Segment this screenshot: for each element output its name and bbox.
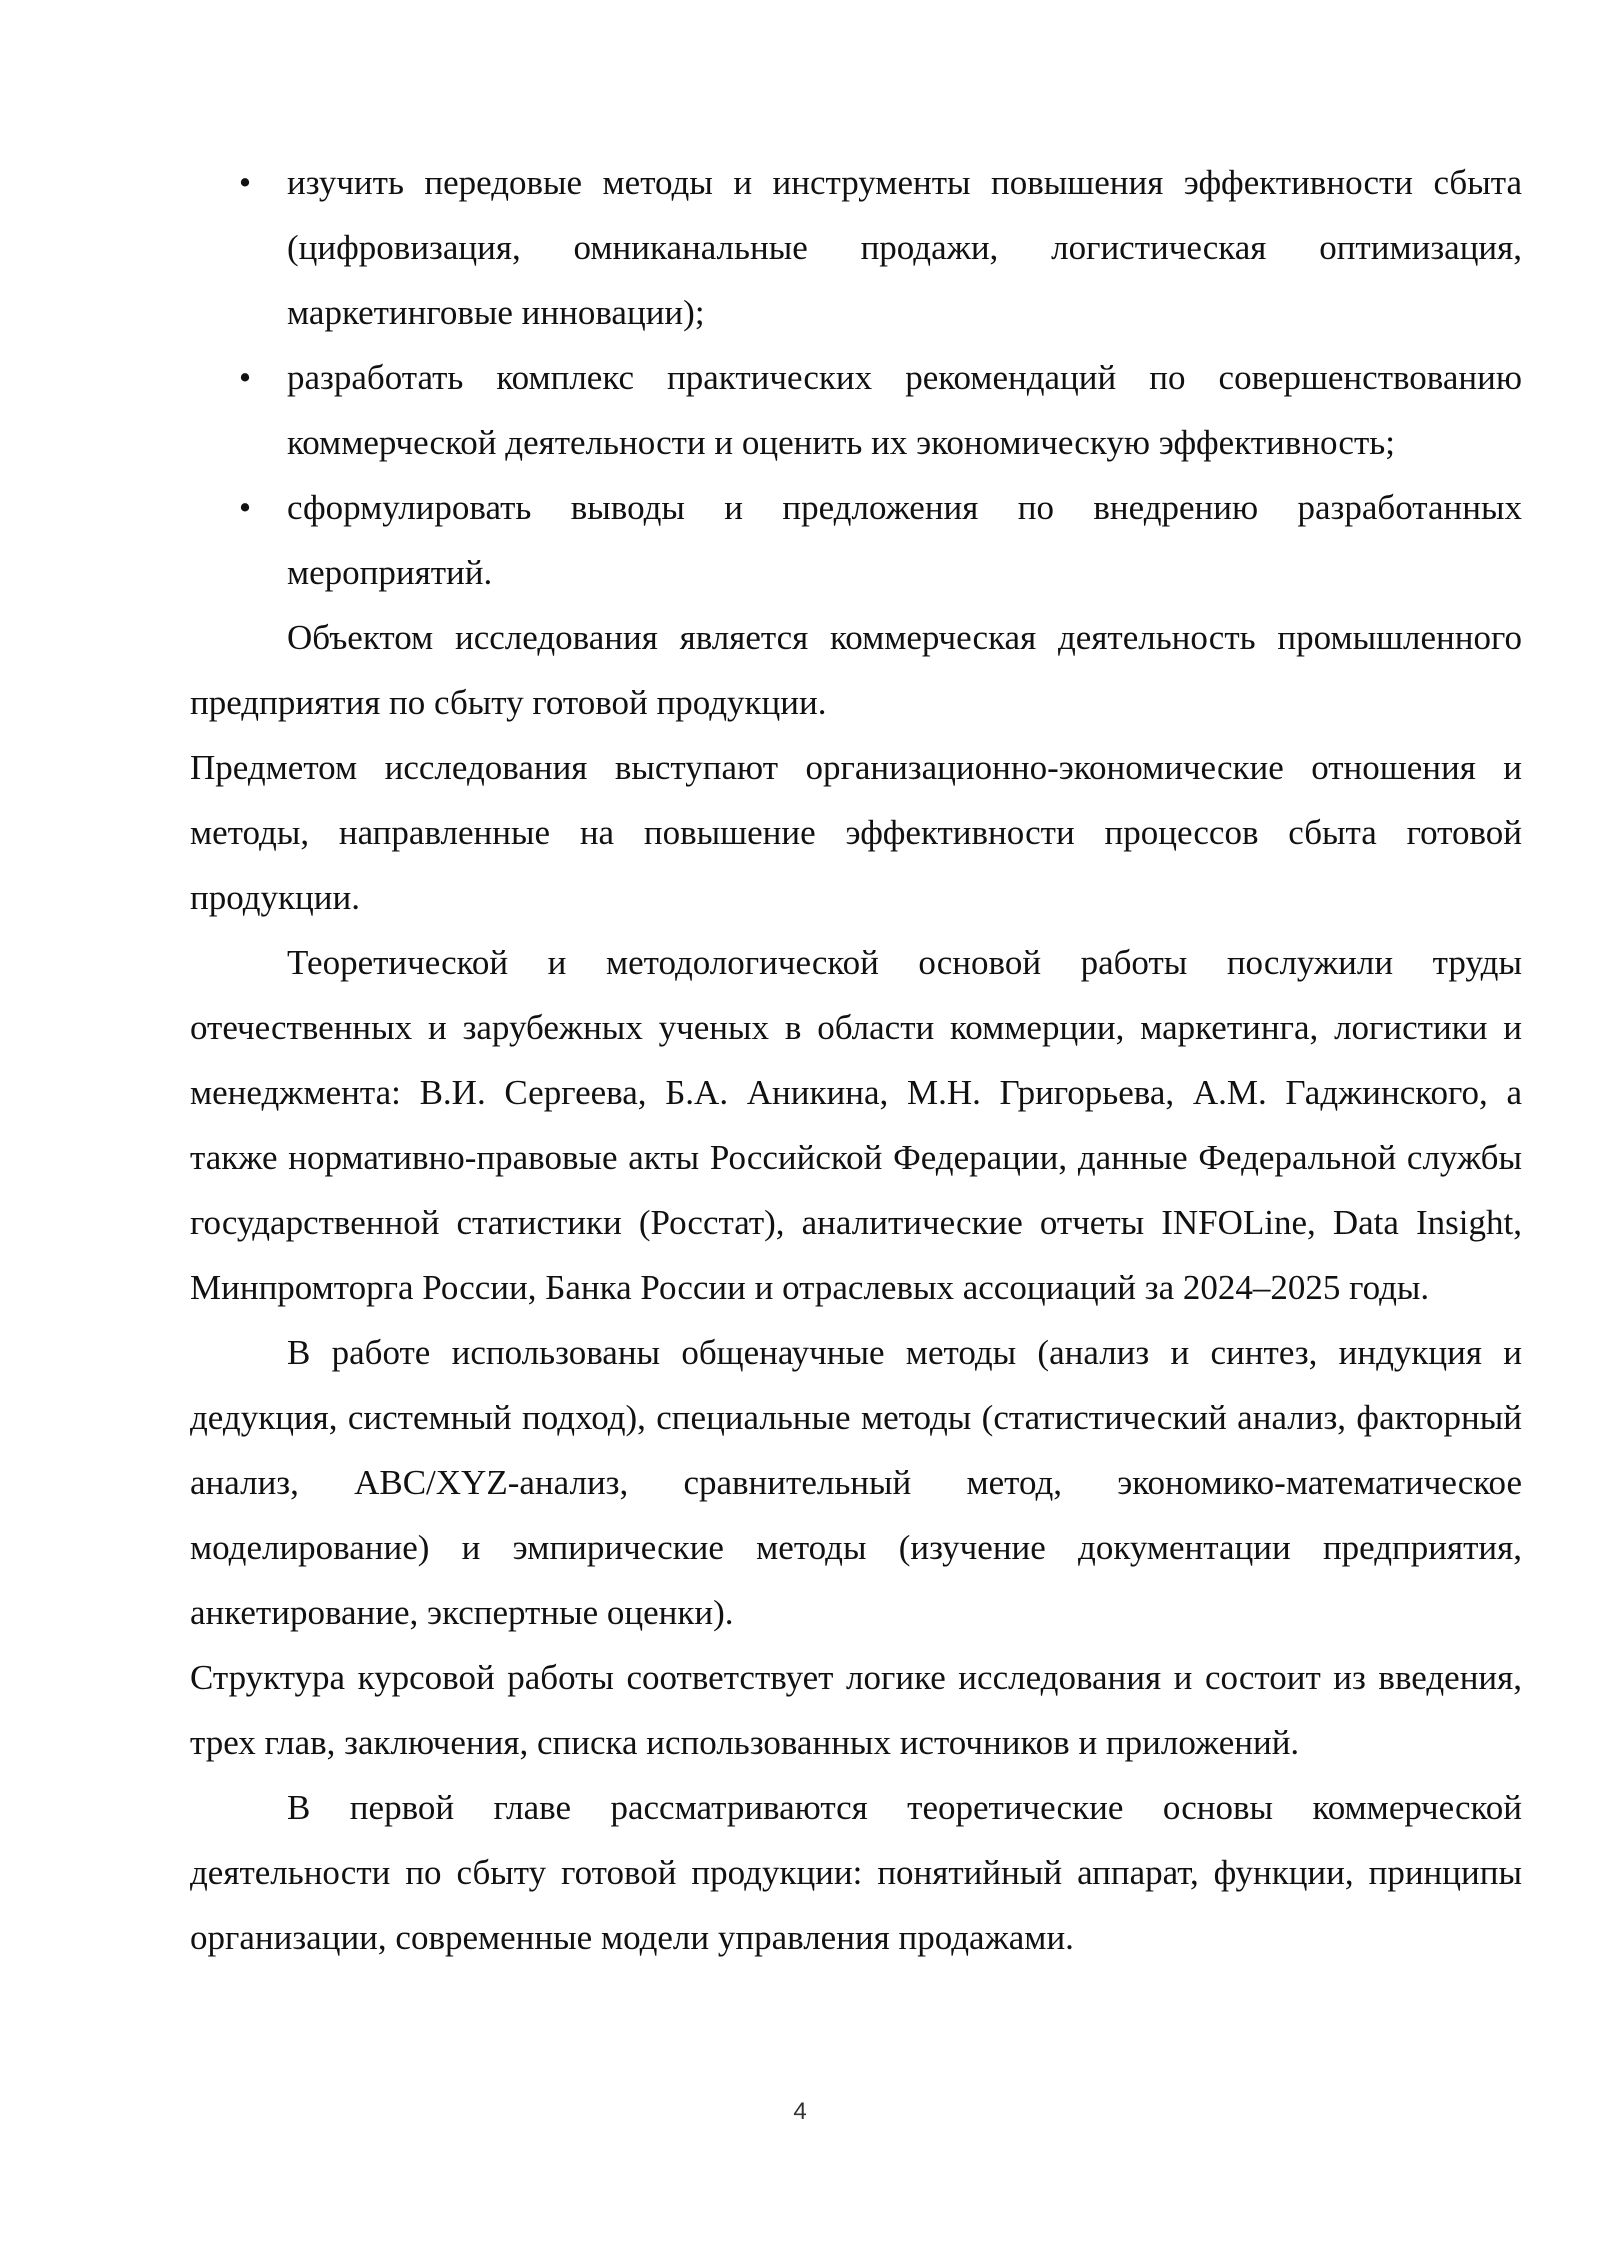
- list-item: [190, 150, 1522, 345]
- paragraph-theory: Теоретической и методологической основой работы послужили труды отечественных и зарубежных ученых в области коммерции, маркетинга, логистики и менеджмента: В.И. Сергеева, Б.А. Аникина, М.Н. Григорьева, А.М. Гаджинского, а также нормативно-правовые акты Российской Федерации, данные Федеральной службы государственной статистики (Росстат), аналитические отчеты INFOLine, Data Insight, Минпромторга России, Банка России и отраслевых ассоциаций за 2024–2025 годы.: [190, 943, 1522, 1307]
- paragraph-subject: Предметом исследования выступают организационно-экономические отношения и методы, направленные на повышение эффективности процессов сбыта готовой продукции.: [190, 748, 1522, 917]
- paragraph-object: Объектом исследования является коммерческая деятельность промышленного предприятия по сбыту готовой продукции.: [190, 618, 1522, 722]
- list-item-text: разработать комплекс практических рекомендаций по совершенствованию коммерческой деятельности и оценить их экономическую эффективность;: [287, 358, 1522, 462]
- task-list: [190, 150, 1522, 605]
- body-text: [190, 150, 1522, 1970]
- list-item-text: сформулировать выводы и предложения по внедрению разработанных мероприятий.: [287, 488, 1522, 592]
- page-number: 4: [793, 2098, 807, 2125]
- bullet-icon: •: [238, 488, 252, 527]
- paragraph-methods: В работе использованы общенаучные методы (анализ и синтез, индукция и дедукция, системный подход), специальные методы (статистический анализ, факторный анализ, ABC/XYZ-анализ, сравнительный метод, экономико-математическое моделирование) и эмпирические методы (изучение документации предприятия, анкетирование, экспертные оценки).: [190, 1333, 1522, 1632]
- paragraph-chapter-one: В первой главе рассматриваются теоретические основы коммерческой деятельности по сбыту готовой продукции: понятийный аппарат, функции, принципы организации, современные модели управления продажами.: [190, 1788, 1522, 1957]
- list-item-text: изучить передовые методы и инструменты повышения эффективности сбыта (цифровизация, омниканальные продажи, логистическая оптимизация, маркетинговые инновации);: [287, 163, 1522, 332]
- bullet-icon: •: [238, 163, 252, 202]
- paragraph-structure: Структура курсовой работы соответствует логике исследования и состоит из введения, трех глав, заключения, списка использованных источников и приложений.: [190, 1658, 1522, 1762]
- list-item: [190, 475, 1522, 605]
- bullet-icon: •: [238, 358, 252, 397]
- list-item: [190, 345, 1522, 475]
